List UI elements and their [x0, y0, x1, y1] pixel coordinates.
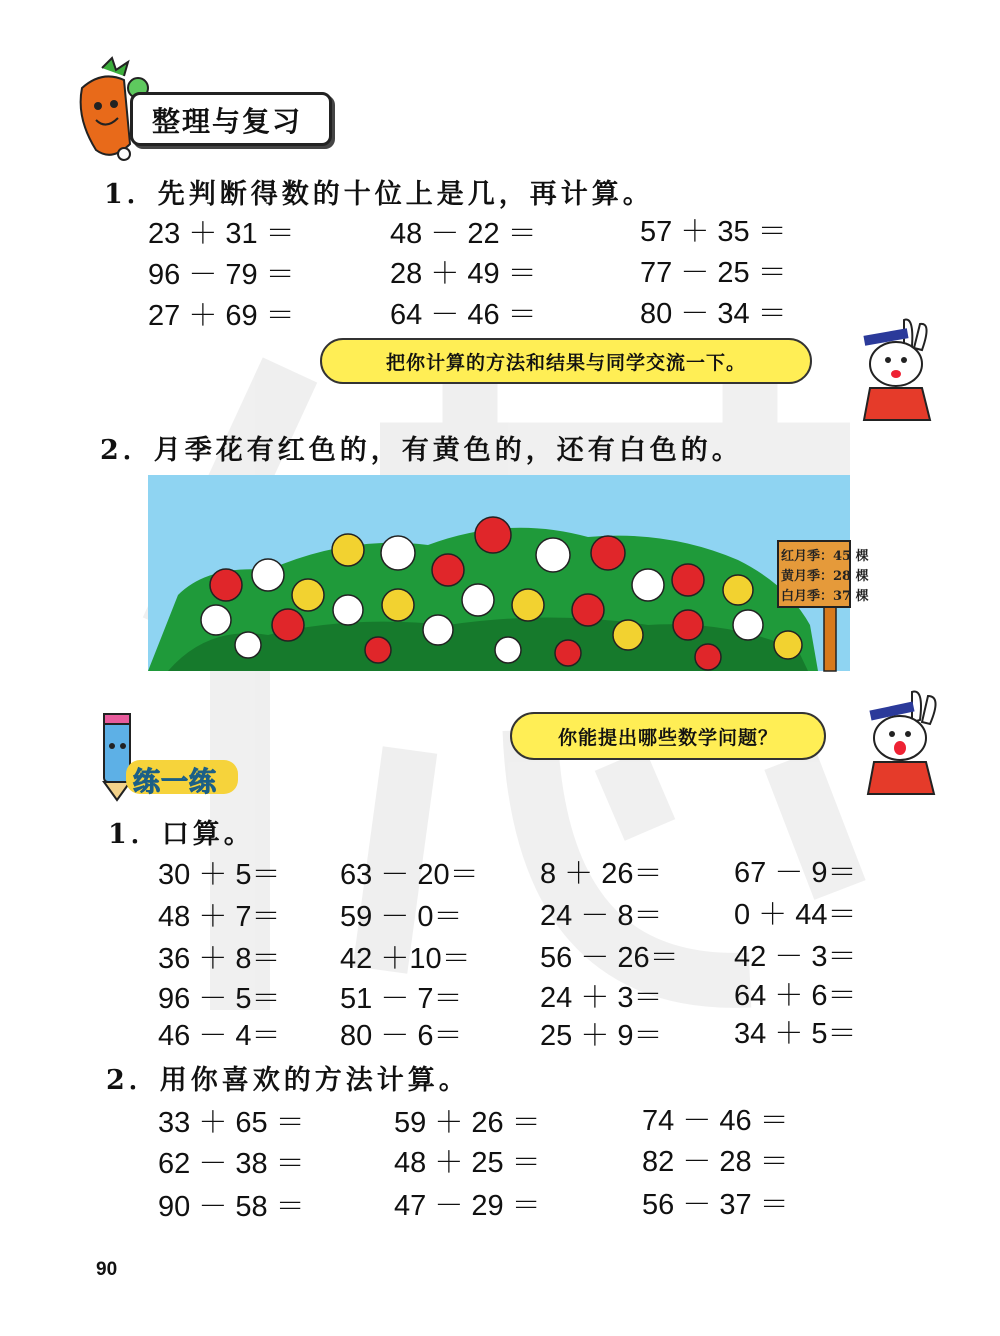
- p1-eq: 25 ＋ 9＝: [540, 1020, 663, 1052]
- p1-eq: 42 － 3＝: [734, 941, 857, 973]
- q1-eq: 28 ＋ 49 ＝: [390, 258, 537, 290]
- q1-eq: 77 － 25 ＝: [640, 257, 787, 289]
- q1-eq: 57 ＋ 35 ＝: [640, 216, 787, 248]
- p2-eq: 33 ＋ 65 ＝: [158, 1107, 305, 1139]
- rose-bush-icon: [148, 475, 850, 671]
- q1-eq: 27 ＋ 69 ＝: [148, 300, 295, 332]
- q1-eq: 96 － 79 ＝: [148, 259, 295, 291]
- p1-eq: 36 ＋ 8＝: [158, 943, 281, 975]
- q1-eq: 80 － 34 ＝: [640, 298, 787, 330]
- p1-eq: 67 － 9＝: [734, 857, 857, 889]
- q1-eq: 64 － 46 ＝: [390, 299, 537, 331]
- p2-eq: 59 ＋ 26 ＝: [394, 1107, 541, 1139]
- q2-title: 2．月季花有红色的，有黄色的，还有白色的。: [100, 435, 743, 466]
- p2-eq: 48 ＋ 25 ＝: [394, 1147, 541, 1179]
- p1-eq: 51 － 7＝: [340, 983, 463, 1015]
- p1-eq: 0 ＋ 44＝: [734, 899, 857, 931]
- p1-eq: 63 － 20＝: [340, 859, 479, 891]
- speech-bubble-share: 把你计算的方法和结果与同学交流一下。: [320, 338, 812, 384]
- sign-white-count: 白月季：37 棵: [781, 589, 869, 604]
- sign-red-count: 红月季：45 棵: [781, 549, 869, 564]
- practice-label: 练一练: [133, 767, 217, 798]
- p1-eq: 96 － 5＝: [158, 983, 281, 1015]
- p2-eq: 82 － 28 ＝: [642, 1146, 789, 1178]
- p1-eq: 8 ＋ 26＝: [540, 858, 663, 890]
- page-number: 90: [96, 1259, 118, 1280]
- p1-eq: 56 － 26＝: [540, 942, 679, 974]
- p1-eq: 64 ＋ 6＝: [734, 980, 857, 1012]
- sign-yellow-count: 黄月季：28 棵: [781, 569, 869, 584]
- p1-eq: 34 ＋ 5＝: [734, 1018, 857, 1050]
- q1-eq: 48 － 22 ＝: [390, 218, 537, 250]
- p1-eq: 80 － 6＝: [340, 1020, 463, 1052]
- p1-eq: 30 ＋ 5＝: [158, 859, 281, 891]
- q1-eq: 23 ＋ 31 ＝: [148, 218, 295, 250]
- p1-eq: 46 － 4＝: [158, 1020, 281, 1052]
- p2-eq: 56 － 37 ＝: [642, 1189, 789, 1221]
- p1-eq: 24 ＋ 3＝: [540, 982, 663, 1014]
- rabbit-teacher-icon: [846, 318, 940, 422]
- rose-garden-illustration: [148, 475, 869, 671]
- section-title: 整理与复习: [152, 105, 303, 138]
- p2-eq: 74 － 46 ＝: [642, 1105, 789, 1137]
- p2-title: 2．用你喜欢的方法计算。: [106, 1065, 470, 1096]
- q1-title: 1．先判断得数的十位上是几，再计算。: [104, 179, 654, 210]
- p1-eq: 24 － 8＝: [540, 900, 663, 932]
- p1-title: 1．口算。: [108, 819, 255, 850]
- p2-eq: 47 － 29 ＝: [394, 1190, 541, 1222]
- p1-eq: 59 － 0＝: [340, 901, 463, 933]
- p1-eq: 48 ＋ 7＝: [158, 901, 281, 933]
- speech-bubble-question: 你能提出哪些数学问题？: [510, 712, 826, 760]
- p2-eq: 62 － 38 ＝: [158, 1148, 305, 1180]
- p1-eq: 42 ＋10＝: [340, 943, 471, 975]
- p2-eq: 90 － 58 ＝: [158, 1191, 305, 1223]
- rabbit-teacher-icon: [852, 690, 942, 796]
